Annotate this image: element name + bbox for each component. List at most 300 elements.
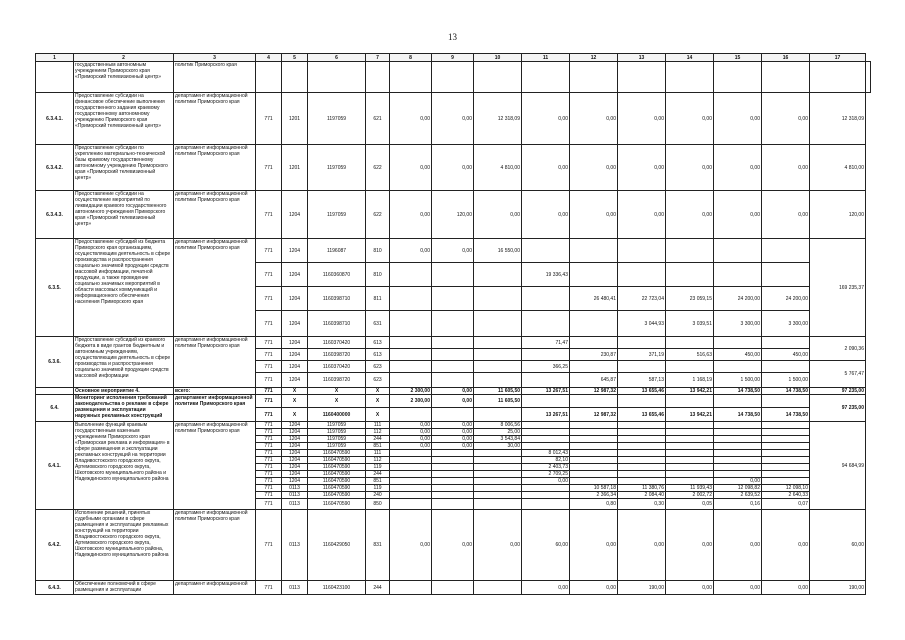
code-cell: 622 bbox=[366, 191, 390, 239]
code-cell: 112 bbox=[366, 429, 390, 436]
code-cell: 771 bbox=[256, 408, 282, 422]
code-cell: 771 bbox=[256, 471, 282, 478]
value-cell: 645,87 bbox=[570, 373, 618, 388]
value-cell: 0,00 bbox=[432, 388, 474, 395]
value-cell bbox=[474, 478, 522, 485]
value-cell bbox=[390, 287, 432, 311]
value-cell bbox=[618, 457, 666, 464]
value-cell: 4 810,00 bbox=[474, 145, 522, 191]
value-cell bbox=[762, 263, 810, 287]
value-cell bbox=[762, 471, 810, 478]
value-cell: 2 366,34 bbox=[570, 492, 618, 499]
value-cell: 26 480,41 bbox=[570, 287, 618, 311]
value-cell bbox=[762, 62, 810, 93]
code-cell: 1197059 bbox=[308, 422, 366, 429]
value-cell bbox=[474, 492, 522, 499]
column-header: 4 bbox=[256, 54, 282, 62]
code-cell: 1160470590 bbox=[308, 457, 366, 464]
value-cell: 0,00 bbox=[570, 93, 618, 145]
code-cell: 1160470590 bbox=[308, 485, 366, 492]
code-cell: 810 bbox=[366, 239, 390, 263]
value-cell bbox=[432, 581, 474, 595]
value-cell bbox=[432, 471, 474, 478]
item-number: 6.4.1. bbox=[36, 422, 74, 510]
code-cell: 0113 bbox=[282, 581, 308, 595]
value-cell bbox=[474, 457, 522, 464]
value-cell bbox=[618, 395, 666, 408]
code-cell bbox=[282, 62, 308, 93]
value-cell bbox=[666, 478, 714, 485]
value-cell: 10 587,18 bbox=[570, 485, 618, 492]
value-cell bbox=[570, 239, 618, 263]
table-row bbox=[36, 93, 871, 145]
column-header: 7 bbox=[366, 54, 390, 62]
value-cell: 0,00 bbox=[570, 581, 618, 595]
code-cell: 1197059 bbox=[308, 436, 366, 443]
code-cell: 771 bbox=[256, 145, 282, 191]
value-cell: 0,00 bbox=[432, 436, 474, 443]
value-cell bbox=[714, 436, 762, 443]
value-cell bbox=[570, 311, 618, 337]
code-cell: 1160398720 bbox=[308, 373, 366, 388]
code-cell: 1204 bbox=[282, 464, 308, 471]
value-cell bbox=[474, 311, 522, 337]
value-cell bbox=[432, 373, 474, 388]
code-cell bbox=[256, 62, 282, 93]
code-cell: 851 bbox=[366, 443, 390, 450]
value-cell bbox=[390, 62, 432, 93]
code-cell: 1160370420 bbox=[308, 337, 366, 349]
code-cell: 1204 bbox=[282, 478, 308, 485]
code-cell: 851 bbox=[366, 478, 390, 485]
value-cell: 1 500,00 bbox=[762, 373, 810, 388]
value-cell: 230,87 bbox=[570, 349, 618, 361]
item-organization: департамент информационной политики Приморского края bbox=[174, 337, 256, 388]
value-cell bbox=[570, 457, 618, 464]
code-cell: X bbox=[308, 388, 366, 395]
column-header: 9 bbox=[432, 54, 474, 62]
table-row bbox=[36, 62, 871, 93]
value-cell bbox=[618, 436, 666, 443]
value-cell: 0,00 bbox=[570, 510, 618, 581]
value-cell bbox=[390, 408, 432, 422]
value-cell: 0,00 bbox=[522, 581, 570, 595]
item-number: 6.3.4.2. bbox=[36, 145, 74, 191]
code-cell: 244 bbox=[366, 436, 390, 443]
value-cell bbox=[666, 395, 714, 408]
value-cell: 3 543,84 bbox=[474, 436, 522, 443]
value-cell bbox=[762, 450, 810, 457]
value-cell: 2 300,00 bbox=[390, 395, 432, 408]
value-cell bbox=[666, 422, 714, 429]
value-cell bbox=[432, 311, 474, 337]
value-cell bbox=[432, 62, 474, 93]
value-cell bbox=[666, 457, 714, 464]
total-cell: 2 090,36 bbox=[810, 337, 866, 361]
item-organization: департамент информационной политики Приморского края bbox=[174, 93, 256, 145]
value-cell bbox=[714, 422, 762, 429]
value-cell: 11 380,76 bbox=[618, 485, 666, 492]
column-header: 1 bbox=[36, 54, 74, 62]
value-cell: 82,10 bbox=[522, 457, 570, 464]
value-cell bbox=[474, 287, 522, 311]
code-cell: 0113 bbox=[282, 485, 308, 492]
value-cell bbox=[390, 581, 432, 595]
code-cell: 771 bbox=[256, 287, 282, 311]
code-cell: 771 bbox=[256, 499, 282, 510]
value-cell bbox=[618, 478, 666, 485]
value-cell bbox=[390, 457, 432, 464]
code-cell: 0113 bbox=[282, 492, 308, 499]
value-cell: 25,00 bbox=[474, 429, 522, 436]
code-cell: 1160398720 bbox=[308, 349, 366, 361]
value-cell: 0,00 bbox=[432, 422, 474, 429]
column-header: 5 bbox=[282, 54, 308, 62]
value-cell: 0,05 bbox=[666, 499, 714, 510]
code-cell: 622 bbox=[366, 145, 390, 191]
code-cell: 1204 bbox=[282, 429, 308, 436]
column-header: 12 bbox=[570, 54, 618, 62]
value-cell bbox=[810, 62, 866, 93]
code-cell: 810 bbox=[366, 263, 390, 287]
code-cell: 771 bbox=[256, 263, 282, 287]
code-cell: 621 bbox=[366, 93, 390, 145]
code-cell: 1204 bbox=[282, 287, 308, 311]
code-cell: 111 bbox=[366, 422, 390, 429]
code-cell: 771 bbox=[256, 464, 282, 471]
value-cell bbox=[714, 429, 762, 436]
value-cell: 12 318,09 bbox=[474, 93, 522, 145]
value-cell bbox=[522, 395, 570, 408]
value-cell: 2 640,33 bbox=[762, 492, 810, 499]
value-cell: 0,00 bbox=[390, 93, 432, 145]
item-number: 6.3.4.3. bbox=[36, 191, 74, 239]
value-cell: 0,00 bbox=[666, 145, 714, 191]
code-cell: X bbox=[366, 395, 390, 408]
code-cell: 613 bbox=[366, 337, 390, 349]
code-cell: 1204 bbox=[282, 337, 308, 349]
value-cell bbox=[762, 422, 810, 429]
value-cell: 11 605,50 bbox=[474, 395, 522, 408]
value-cell: 14 738,50 bbox=[714, 388, 762, 395]
code-cell: 1197059 bbox=[308, 191, 366, 239]
value-cell: 0,00 bbox=[522, 478, 570, 485]
item-name: Предоставление субсидии на осуществление мероприятий по ликвидации краевого государственного автономного учреждения Приморского края «Приморский телевизионный центр» bbox=[74, 191, 174, 239]
value-cell: 0,00 bbox=[390, 239, 432, 263]
column-header: 13 bbox=[618, 54, 666, 62]
item-number: 6.3.5. bbox=[36, 239, 74, 337]
value-cell: 2 639,52 bbox=[714, 492, 762, 499]
table-row bbox=[36, 337, 871, 349]
value-cell: 120,00 bbox=[432, 191, 474, 239]
value-cell bbox=[432, 492, 474, 499]
value-cell bbox=[570, 429, 618, 436]
value-cell bbox=[666, 263, 714, 287]
code-cell: 771 bbox=[256, 429, 282, 436]
value-cell: 0,00 bbox=[432, 443, 474, 450]
value-cell bbox=[474, 499, 522, 510]
value-cell: 0,00 bbox=[666, 191, 714, 239]
code-cell: 1160470590 bbox=[308, 492, 366, 499]
value-cell bbox=[432, 450, 474, 457]
value-cell: 0,00 bbox=[390, 443, 432, 450]
value-cell bbox=[522, 443, 570, 450]
value-cell bbox=[474, 464, 522, 471]
code-cell: 771 bbox=[256, 349, 282, 361]
value-cell: 2 709,25 bbox=[522, 471, 570, 478]
code-cell: 771 bbox=[256, 457, 282, 464]
value-cell: 13 655,46 bbox=[618, 408, 666, 422]
value-cell bbox=[474, 263, 522, 287]
code-cell: 0113 bbox=[282, 499, 308, 510]
value-cell: 3 300,00 bbox=[714, 311, 762, 337]
item-name: государственным автономным учреждением Приморского края «Приморский телевизионный центр» bbox=[74, 62, 174, 93]
total-cell: 190,00 bbox=[810, 581, 866, 595]
value-cell bbox=[570, 471, 618, 478]
value-cell bbox=[474, 361, 522, 373]
value-cell bbox=[522, 422, 570, 429]
value-cell: 0,00 bbox=[390, 429, 432, 436]
column-header: 17 bbox=[810, 54, 866, 62]
value-cell: 516,63 bbox=[666, 349, 714, 361]
value-cell bbox=[474, 408, 522, 422]
value-cell bbox=[522, 499, 570, 510]
code-cell: 1160423100 bbox=[308, 581, 366, 595]
value-cell bbox=[762, 239, 810, 263]
item-number: 6.3.6. bbox=[36, 337, 74, 388]
value-cell bbox=[570, 395, 618, 408]
value-cell: 14 738,50 bbox=[714, 408, 762, 422]
item-number: 6.4.2. bbox=[36, 510, 74, 581]
value-cell bbox=[522, 62, 570, 93]
table-row bbox=[36, 239, 871, 263]
value-cell: 23 059,15 bbox=[666, 287, 714, 311]
value-cell: 0,00 bbox=[762, 581, 810, 595]
value-cell bbox=[522, 485, 570, 492]
code-cell: 1204 bbox=[282, 457, 308, 464]
code-cell: 1204 bbox=[282, 239, 308, 263]
value-cell bbox=[666, 443, 714, 450]
value-cell bbox=[390, 311, 432, 337]
item-organization: департамент информационной политики Приморского края bbox=[174, 422, 256, 510]
value-cell bbox=[522, 349, 570, 361]
code-cell: X bbox=[366, 388, 390, 395]
value-cell: 0,00 bbox=[714, 581, 762, 595]
item-organization: политик Приморского края bbox=[174, 62, 256, 93]
value-cell: 0,00 bbox=[714, 145, 762, 191]
code-cell: 1197059 bbox=[308, 443, 366, 450]
code-cell: 623 bbox=[366, 361, 390, 373]
total-cell: 94 684,99 bbox=[810, 422, 866, 510]
item-name: Предоставление субсидии на финансовое обеспечение выполнения государственного задания краевому государственному автономному учреждению Приморского края «Приморский телевизионный центр» bbox=[74, 93, 174, 145]
value-cell bbox=[570, 478, 618, 485]
value-cell bbox=[522, 311, 570, 337]
column-header: 8 bbox=[390, 54, 432, 62]
value-cell: 0,00 bbox=[618, 93, 666, 145]
value-cell bbox=[666, 239, 714, 263]
header-row bbox=[36, 54, 871, 62]
code-cell: 119 bbox=[366, 485, 390, 492]
code-cell: 1204 bbox=[282, 471, 308, 478]
item-name: Основное мероприятие 4. bbox=[74, 388, 174, 395]
code-cell: 240 bbox=[366, 492, 390, 499]
value-cell: 3 300,00 bbox=[762, 311, 810, 337]
code-cell: 811 bbox=[366, 287, 390, 311]
value-cell: 22 723,04 bbox=[618, 287, 666, 311]
code-cell: 831 bbox=[366, 510, 390, 581]
column-header: 11 bbox=[522, 54, 570, 62]
budget-table bbox=[35, 53, 871, 595]
table-row bbox=[36, 388, 871, 395]
code-cell: 1160429050 bbox=[308, 510, 366, 581]
value-cell: 0,00 bbox=[390, 436, 432, 443]
code-cell: 1197059 bbox=[308, 429, 366, 436]
item-name: Исполнение решений, принятых судебными органами в сфере размещения и эксплуатации рекламных конструкций на территории Владивостокского городского округа, Артемовского городского округа, Шкотовского муниципального района, Надеждинского муниципального района bbox=[74, 510, 174, 581]
code-cell: 244 bbox=[366, 581, 390, 595]
value-cell: 0,00 bbox=[762, 510, 810, 581]
value-cell bbox=[666, 450, 714, 457]
table-row bbox=[36, 510, 871, 581]
table-row bbox=[36, 395, 871, 408]
value-cell: 0,00 bbox=[522, 145, 570, 191]
total-cell: 169 235,37 bbox=[810, 239, 866, 337]
value-cell: 450,00 bbox=[762, 349, 810, 361]
value-cell: 71,47 bbox=[522, 337, 570, 349]
table-row bbox=[36, 422, 871, 429]
item-organization: департамент информационной политики Приморского края bbox=[174, 145, 256, 191]
value-cell: 12 987,32 bbox=[570, 388, 618, 395]
value-cell bbox=[390, 361, 432, 373]
item-name: Предоставление субсидии по укреплению материально-технической базы краевому государственному автономному учреждению Приморского края «Приморский телевизионный центр» bbox=[74, 145, 174, 191]
code-cell: 771 bbox=[256, 395, 282, 408]
value-cell: 371,19 bbox=[618, 349, 666, 361]
code-cell: 631 bbox=[366, 311, 390, 337]
value-cell bbox=[570, 464, 618, 471]
item-organization: департамент информационной политики Приморского края bbox=[174, 191, 256, 239]
value-cell: 2 084,40 bbox=[618, 492, 666, 499]
code-cell: 1160470590 bbox=[308, 450, 366, 457]
value-cell bbox=[714, 337, 762, 349]
value-cell: 0,00 bbox=[570, 191, 618, 239]
value-cell: 13 942,21 bbox=[666, 388, 714, 395]
value-cell: 450,00 bbox=[714, 349, 762, 361]
code-cell: 1201 bbox=[282, 93, 308, 145]
value-cell: 0,00 bbox=[522, 191, 570, 239]
value-cell bbox=[714, 263, 762, 287]
value-cell: 12 098,10 bbox=[762, 485, 810, 492]
code-cell: 771 bbox=[256, 510, 282, 581]
value-cell bbox=[474, 62, 522, 93]
value-cell: 24 200,00 bbox=[714, 287, 762, 311]
value-cell: 1 500,00 bbox=[714, 373, 762, 388]
value-cell bbox=[762, 478, 810, 485]
code-cell: 1197059 bbox=[308, 145, 366, 191]
value-cell bbox=[762, 457, 810, 464]
total-cell: 60,00 bbox=[810, 510, 866, 581]
value-cell: 0,00 bbox=[390, 422, 432, 429]
item-organization: департамент информационной политики Приморского края bbox=[174, 510, 256, 581]
table-row bbox=[36, 581, 871, 595]
value-cell: 0,00 bbox=[714, 510, 762, 581]
code-cell: 1160400000 bbox=[308, 408, 366, 422]
value-cell bbox=[714, 464, 762, 471]
item-name: Предоставление субсидий из краевого бюджета в виде грантов бюджетным и автономным учреждениям, осуществляющим деятельность в сфере производства и распространения социально значимой продукции средств массовой информации bbox=[74, 337, 174, 388]
code-cell: X bbox=[282, 388, 308, 395]
value-cell bbox=[762, 395, 810, 408]
value-cell bbox=[762, 429, 810, 436]
value-cell bbox=[474, 485, 522, 492]
value-cell: 0,00 bbox=[570, 145, 618, 191]
code-cell: 1160470590 bbox=[308, 478, 366, 485]
value-cell: 14 738,50 bbox=[762, 388, 810, 395]
code-cell: 1204 bbox=[282, 450, 308, 457]
total-cell: 5 767,47 bbox=[810, 361, 866, 388]
code-cell: 1160398710 bbox=[308, 287, 366, 311]
code-cell: 1204 bbox=[282, 436, 308, 443]
item-name: Мониторинг исполнения требований законодательства о рекламе в сфере размещения и эксплуатации наружных рекламных конструкций bbox=[74, 395, 174, 422]
value-cell: 0,00 bbox=[762, 145, 810, 191]
code-cell: 1197059 bbox=[308, 93, 366, 145]
value-cell: 0,00 bbox=[474, 510, 522, 581]
value-cell bbox=[570, 263, 618, 287]
value-cell: 30,00 bbox=[474, 443, 522, 450]
value-cell bbox=[432, 499, 474, 510]
value-cell bbox=[432, 464, 474, 471]
value-cell bbox=[390, 373, 432, 388]
item-number bbox=[36, 62, 74, 93]
value-cell bbox=[618, 337, 666, 349]
value-cell: 12 098,82 bbox=[714, 485, 762, 492]
value-cell bbox=[570, 422, 618, 429]
value-cell bbox=[618, 464, 666, 471]
value-cell bbox=[390, 499, 432, 510]
code-cell: 1160470590 bbox=[308, 499, 366, 510]
code-cell: 771 bbox=[256, 337, 282, 349]
value-cell: 11 939,43 bbox=[666, 485, 714, 492]
value-cell: 0,00 bbox=[432, 93, 474, 145]
code-cell: 771 bbox=[256, 311, 282, 337]
code-cell: 850 bbox=[366, 499, 390, 510]
value-cell bbox=[432, 349, 474, 361]
value-cell bbox=[432, 287, 474, 311]
code-cell bbox=[366, 62, 390, 93]
total-cell: 97 235,00 bbox=[810, 395, 866, 422]
value-cell bbox=[762, 436, 810, 443]
code-cell: 1160360870 bbox=[308, 263, 366, 287]
item-organization: всего: bbox=[174, 388, 256, 395]
value-cell bbox=[618, 263, 666, 287]
code-cell: 613 bbox=[366, 349, 390, 361]
code-cell: 1204 bbox=[282, 191, 308, 239]
code-cell: 1204 bbox=[282, 311, 308, 337]
code-cell: X bbox=[282, 395, 308, 408]
column-header: 15 bbox=[714, 54, 762, 62]
value-cell bbox=[432, 408, 474, 422]
code-cell: 771 bbox=[256, 388, 282, 395]
item-organization: департамент информационной политики Приморского края bbox=[174, 239, 256, 337]
value-cell bbox=[714, 471, 762, 478]
value-cell bbox=[762, 361, 810, 373]
code-cell: 771 bbox=[256, 361, 282, 373]
value-cell: 14 738,50 bbox=[762, 408, 810, 422]
value-cell bbox=[618, 429, 666, 436]
item-organization: департамент информационной bbox=[174, 581, 256, 595]
item-number: 6.4. bbox=[36, 395, 74, 422]
value-cell bbox=[666, 337, 714, 349]
value-cell: 0,00 bbox=[618, 145, 666, 191]
value-cell bbox=[390, 478, 432, 485]
value-cell: 11 605,50 bbox=[474, 388, 522, 395]
